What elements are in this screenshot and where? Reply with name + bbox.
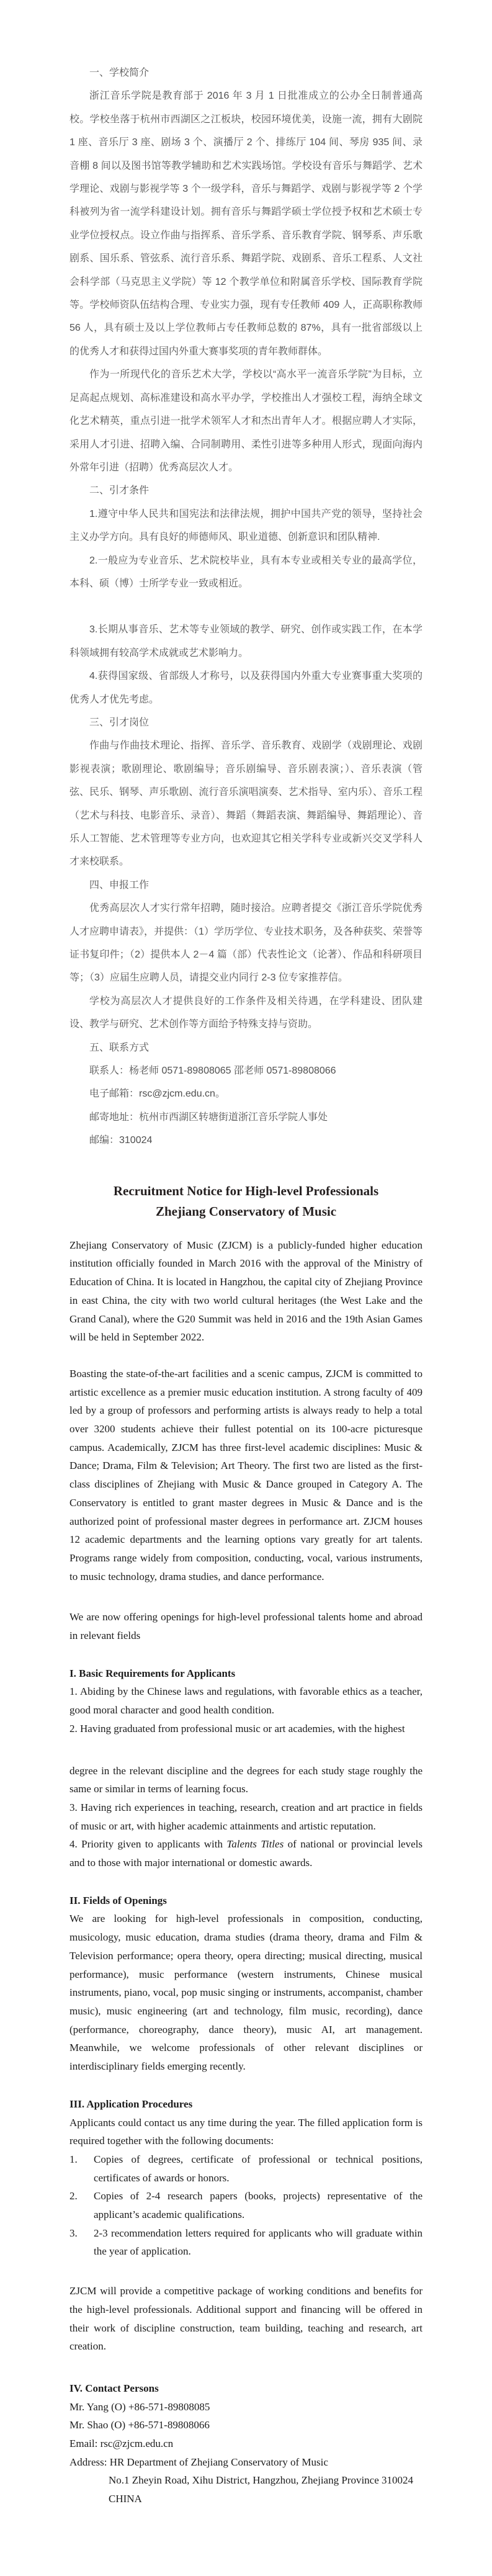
en-application-intro: Applicants could contact us any time during the year. The filled application form is required together with the following documents:	[69, 2116, 423, 2147]
en-document-item-1-number: 1.	[69, 2153, 78, 2165]
zh-contact-postcode-line: 邮编：310024	[89, 1135, 153, 1146]
en-intro-paragraph-2: Boasting the state-of-the-art facilities and a scenic campus, ZJCM is committed to artistic excellence as a premier music education institution. A strong faculty of 409 led by a group of professors and performing artists is always ready to help a total over 3200 students achieve their fullest potential on its 100-acre picturesque campus. Academically, ZJCM has three first-level academic disciplines: Music & Dance; Drama, Film & Television; Art Theory. The first two are listed as the first-class disciplines of Zhejiang with Music & Dance grouped in Category A. The Conservatory is entitled to grant master degrees in Music & Dance and is the authorized point of professional master degrees in performance art. ZJCM houses 12 academic departments and the learning options vary greatly for art talents. Programs range widely from composition, conducting, vocal, various instruments, to music technology, drama studies, and dance performance.	[69, 1367, 423, 1582]
zh-contact-address-line: 邮寄地址：杭州市西湖区转塘街道浙江音乐学院人事处	[89, 1111, 328, 1123]
en-document-item-1	[69, 2150, 423, 2187]
en-document-item-2-text: Copies of 2-4 research papers (books, projects) representative of the applicant’s academic qualifications.	[94, 2190, 423, 2221]
en-section4-heading: IV. Contact Persons	[69, 2382, 159, 2394]
zh-requirement-item-3: 3.长期从事音乐、艺术等专业领域的教学、研究、创作或实践工作，在本学科领域拥有较高学术成就或艺术影响力。	[69, 624, 423, 658]
zh-contact-email-line: 电子邮箱：rsc@zjcm.edu.cn。	[89, 1088, 225, 1100]
en-document-item-2-number: 2.	[69, 2190, 78, 2202]
en-contact-address-line-3: CHINA	[109, 2493, 142, 2505]
english-title	[69, 1181, 423, 1222]
en-document-item-1-text: Copies of degrees, certificate of professional or technical positions, certificates of awards or honors.	[94, 2153, 423, 2184]
english-title-line-2: Zhejiang Conservatory of Music	[155, 1203, 337, 1219]
en-section1-heading: I. Basic Requirements for Applicants	[69, 1667, 236, 1679]
english-notice	[69, 1181, 423, 2508]
en-contact-email-line: Email: rsc@zjcm.edu.cn	[69, 2438, 174, 2450]
zh-section3-heading: 三、引才岗位	[89, 717, 150, 728]
en-section3-heading: III. Application Procedures	[69, 2098, 193, 2110]
page-break-gap	[69, 595, 423, 618]
zh-requirement-item-2: 2.一般应为专业音乐、艺术院校毕业，具有本专业或相关专业的最高学位，本科、硕（博）士所学专业一致或相近。	[69, 555, 423, 589]
zh-application-paragraph-2: 学校为高层次人才提供良好的工作条件及相关待遇，在学科建设、团队建设、教学与研究、艺术创作等方面给予特殊支持与资助。	[69, 995, 423, 1030]
zh-section4-heading: 四、申报工作	[89, 879, 150, 891]
en-contact-address-line-1: Address: HR Department of Zhejiang Conservatory of Music	[69, 2456, 328, 2468]
en-requirement-item-4-suffix: of national or provincial levels and to those with major international or domestic awards.	[69, 1838, 423, 1869]
en-document-item-3	[69, 2224, 423, 2261]
en-requirement-item-4-prefix: 4. Priority given to applicants with	[69, 1838, 227, 1851]
en-benefits-paragraph: ZJCM will provide a competitive package of working conditions and benefits for the high-level professionals. Additional support and financing will be offered in their work of discipline construction, team building, teaching and research, art creation.	[69, 2285, 423, 2353]
zh-section2-heading: 二、引才条件	[89, 485, 150, 496]
zh-school-intro-paragraph-2: 作为一所现代化的音乐艺术大学，学校以“高水平一流音乐学院”为目标，立足高起点规划、高标准建设和高水平办学，学校推出人才强校工程，海纳全球文化艺术精英，重点引进一批学术领军人才和杰出青年人才。根据应聘人才实际，采用人才引进、招聘入编、合同制聘用、柔性引进等多种用人形式，现面向海内外常年引进（招聘）优秀高层次人才。	[69, 369, 423, 473]
zh-section5-heading: 五、联系方式	[89, 1042, 150, 1053]
en-document-item-2	[69, 2187, 423, 2224]
en-document-item-3-text: 2-3 recommendation letters required for applicants who will graduate within the year of application.	[94, 2227, 423, 2258]
english-title-line-1: Recruitment Notice for High-level Professionals	[113, 1183, 379, 1198]
zh-school-intro-paragraph-1: 浙江音乐学院是教育部于 2016 年 3 月 1 日批准成立的公办全日制普通高校。学校坐落于杭州市西湖区之江板块，校园环境优美，设施一流，拥有大剧院 1 座、音乐厅 3 座、剧场 3 个、演播厅 2 个、排练厅 104 间、琴房 935 间、录音棚 8 间以及图书馆等教学辅助和艺术实践场馆。学校设有音乐与舞蹈学、艺术学理论、戏剧与影视学等 3 个一级学科，音乐与舞蹈学、戏剧与影视学等 2 个学科被列为省一流学科建设计划。拥有音乐与舞蹈学硕士学位授予权和艺术硕士专业学位授权点。设立作曲与指挥系、音乐学系、音乐教育学院、钢琴系、声乐歌剧系、国乐系、管弦系、流行音乐系、舞蹈学院、戏剧系、音乐工程系、人文社会科学部（马克思主义学院）等 12 个教学单位和附属音乐学校、国际教育学院等。学校师资队伍结构合理、专业实力强，现有专任教师 409 人，正高职称教师 56 人，具有硕士及以上学位教师占专任教师总数的 87%，具有一批省部级以上的优秀人才和获得过国内外重大赛事奖项的青年教师群体。	[69, 91, 423, 357]
zh-requirement-item-4: 4.获得国家级、省部级人才称号，以及获得国内外重大专业赛事重大奖项的优秀人才优先考虑。	[69, 671, 423, 705]
zh-requirement-item-1: 1.遵守中华人民共和国宪法和法律法规，拥护中国共产党的领导，坚持社会主义办学方向。具有良好的师德师风、职业道德、创新意识和团队精神.	[69, 508, 423, 543]
en-requirement-item-2a: 2. Having graduated from professional music or art academies, with the highest	[69, 1722, 405, 1735]
en-fields-paragraph: We are looking for high-level professionals in composition, conducting, musicology, music education, drama studies (drama theory, drama and Film & Television performance; opera theory, opera directing; musical directing, musical performance), music performance (western instruments, Chinese musical instruments, piano, vocal, pop music singing or instruments, accompanist, chamber music), music engineering (art and technology, film music, recording), dance (performance, choreography, dance theory), music AI, art management. Meanwhile, we welcome professionals of other relevant disciplines or interdisciplinary fields emerging recently.	[69, 1913, 423, 2073]
en-requirement-item-2b: degree in the relevant discipline and the degrees for each study stage roughly the same or similar in terms of learning focus.	[69, 1764, 423, 1795]
zh-positions-paragraph: 作曲与作曲技术理论、指挥、音乐学、音乐教育、戏剧学（戏剧理论、戏剧影视表演；歌剧理论、歌剧编导；音乐剧编导、音乐剧表演；）、音乐表演（管弦、民乐、钢琴、声乐歌剧、流行音乐演唱演奏、艺术指导、室内乐）、音乐工程（艺术与科技、电影音乐、录音）、舞蹈（舞蹈表演、舞蹈编导、舞蹈理论）、音乐人工智能、艺术管理等专业方向，也欢迎其它相关学科专业或新兴交叉学科人才来校联系。	[69, 740, 423, 868]
en-contact-address-line-2: No.1 Zheyin Road, Xihu District, Hangzhou, Zhejiang Province 310024	[109, 2474, 414, 2487]
en-requirement-item-3: 3. Having rich experiences in teaching, research, creation and art practice in fields of music or art, with higher academic attainments and artistic reputation.	[69, 1801, 423, 1832]
chinese-notice	[69, 61, 423, 1152]
zh-section1-heading: 一、学校简介	[89, 68, 150, 78]
en-intro-paragraph-1: Zhejiang Conservatory of Music (ZJCM) is a publicly-funded higher education institution officially founded in March 2016 with the approval of the Ministry of Education of China. It is located in Hangzhou, the capital city of Zhejiang Province in east China, the city with two world cultural heritages (the West Lake and the Grand Canal), where the G20 Summit was held in 2016 and the 19th Asian Games will be held in September 2022.	[69, 1239, 423, 1344]
en-intro-paragraph-3: We are now offering openings for high-level professional talents home and abroad in relevant fields	[69, 1611, 423, 1642]
en-requirement-item-1: 1. Abiding by the Chinese laws and regulations, with favorable ethics as a teacher, good moral character and good health condition.	[69, 1685, 423, 1717]
en-requirement-item-4-italic: Talents Titles	[226, 1838, 284, 1851]
en-section2-heading: II. Fields of Openings	[69, 1894, 167, 1906]
zh-contact-person-line: 联系人：杨老师 0571-89808065 邵老师 0571-89808066	[89, 1066, 336, 1077]
en-contact-shao-line: Mr. Shao (O) +86-571-89808066	[69, 2419, 210, 2431]
en-requirement-item-4	[69, 1835, 423, 1872]
en-contact-yang-line: Mr. Yang (O) +86-571-89808085	[69, 2400, 210, 2413]
en-document-item-3-number: 3.	[69, 2227, 78, 2239]
zh-application-paragraph-1: 优秀高层次人才实行常年招聘，随时接洽。应聘者提交《浙江音乐学院优秀人才应聘申请表》，并提供：（1）学历学位、专业技术职务，及各种获奖、荣誉等证书复印件；（2）提供本人 2－4 篇（部）代表性论文（论著）、作品和科研项目等；（3）应届生应聘人员，请提交业内同行 2-3 位专家推荐信。	[69, 903, 423, 984]
